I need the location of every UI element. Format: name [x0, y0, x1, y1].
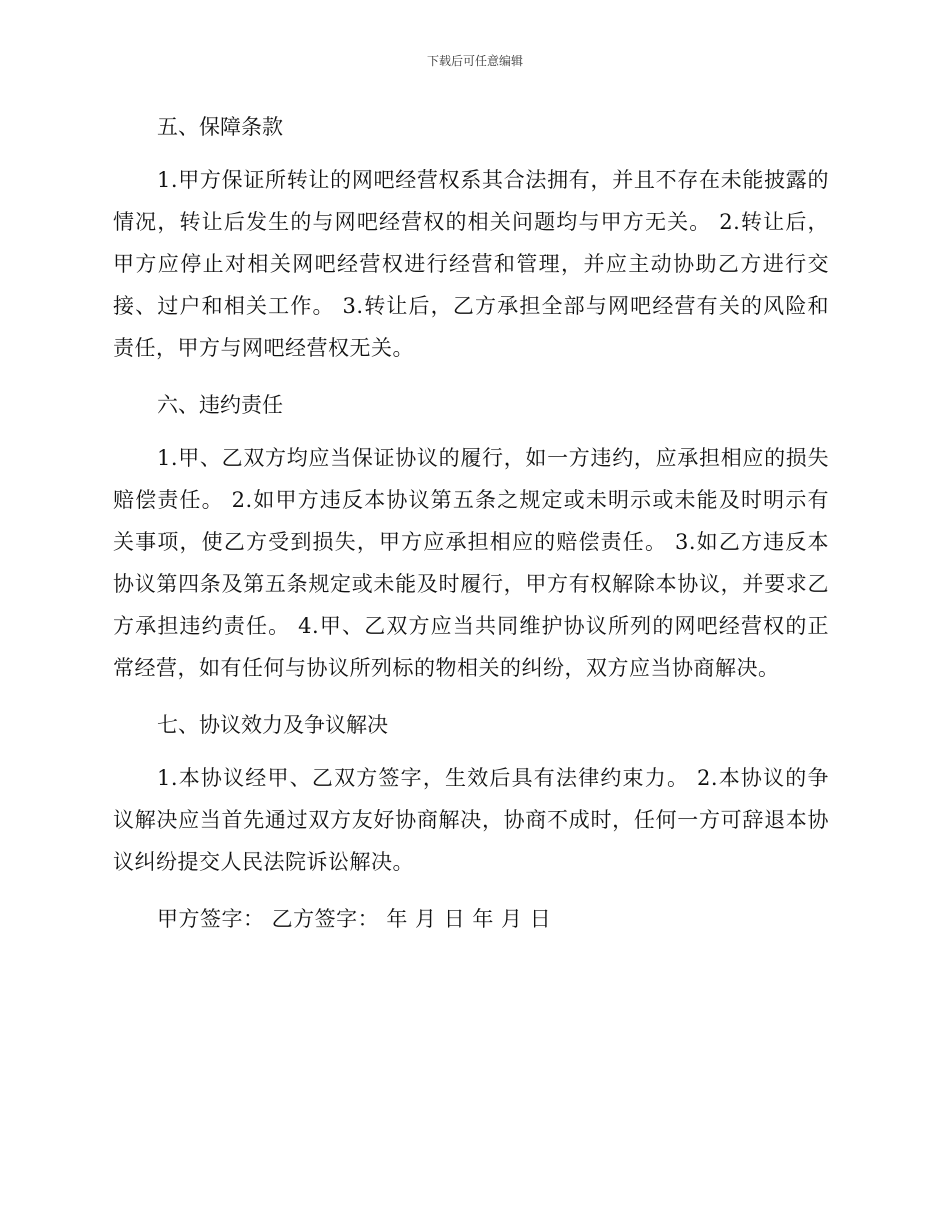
section-body-guarantee: 1.甲方保证所转让的网吧经营权系其合法拥有，并且不存在未能披露的情况，转让后发生的与网吧经营权的相关问题均与甲方无关。 2.转让后，甲方应停止对相关网吧经营权进行经营和管理，并应主动协助乙方进行交接、过户和相关工作。 3.转让后，乙方承担全部与网吧经营有关的风险和责任，甲方与网吧经营权无关。 — [113, 168, 829, 360]
section-heading-effect: 七、协议效力及争议解决 — [157, 713, 388, 737]
section-body-effect: 1.本协议经甲、乙双方签字，生效后具有法律约束力。 2.本协议的争议解决应当首先通过双方友好协商解决，协商不成时，任何一方可辞退本协议纠纷提交人民法院诉讼解决。 — [113, 766, 829, 874]
section-heading-guarantee: 五、保障条款 — [157, 115, 283, 139]
section-heading-breach: 六、违约责任 — [157, 393, 283, 417]
signature-line: 甲方签字： 乙方签字： 年 月 日 年 月 日 — [157, 907, 552, 931]
section-breach-liability — [113, 387, 829, 707]
section-effect-dispute — [113, 707, 829, 901]
document-body — [113, 109, 829, 937]
page-header-note: 下载后可任意编辑 — [426, 54, 523, 68]
section-guarantee-terms — [113, 109, 829, 387]
section-body-breach: 1.甲、乙双方均应当保证协议的履行，如一方违约，应承担相应的损失赔偿责任。 2.如甲方违反本协议第五条之规定或未明示或未能及时明示有关事项，使乙方受到损失，甲方应承担相应的赔偿责任。 3.如乙方违反本协议第四条及第五条规定或未能及时履行，甲方有权解除本协议，并要求乙方承担违约责任。 4.甲、乙双方应当共同维护协议所列的网吧经营权的正常经营，如有任何与协议所列标的物相关的纠纷，双方应当协商解决。 — [113, 446, 829, 680]
